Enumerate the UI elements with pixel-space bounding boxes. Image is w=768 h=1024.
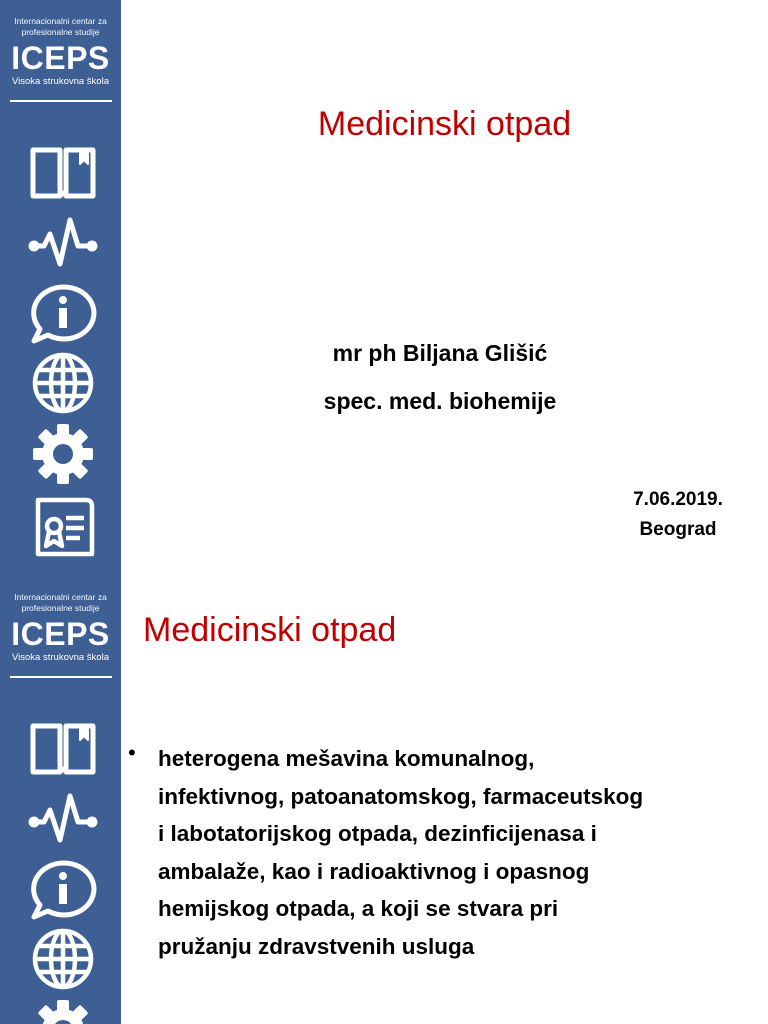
sidebar — [0, 576, 121, 1024]
bullet-line: pružanju zdravstvenih usluga — [158, 933, 475, 959]
author-title: spec. med. biohemije — [323, 388, 557, 414]
bullet-line: ambalaže, kao i radioaktivnog i opasnog — [158, 858, 590, 884]
info-chat-icon — [28, 859, 98, 921]
book-icon — [28, 140, 98, 202]
gear-icon — [28, 999, 98, 1024]
presentation-place: Beograd — [639, 519, 717, 540]
globe-icon — [28, 928, 98, 990]
gear-icon — [28, 423, 98, 485]
logo-subtitle: Visoka strukovna škola — [12, 652, 109, 663]
slide-1-title: Medicinski otpad — [317, 105, 572, 143]
bullet-line: i labotatorijskog otpada, dezinficijenasa i — [158, 821, 597, 846]
logo-line-1: Internacionalni centar za — [14, 16, 107, 26]
bullet-line: heterogena mešavina komunalnog, — [158, 746, 535, 771]
bullet-line: hemijskog otpada, a koji se stvara pri — [158, 896, 559, 921]
logo-line-1: Internacionalni centar za — [14, 592, 107, 602]
book-icon — [28, 716, 98, 778]
logo-subtitle: Visoka strukovna škola — [12, 76, 109, 87]
bullet-line: infektivnog, patoanatomskog, farmaceutskog — [158, 783, 644, 809]
slide-2 — [0, 576, 768, 1024]
certificate-icon — [28, 496, 98, 558]
presentation-date: 7.06.2019. — [633, 489, 723, 510]
logo-divider — [10, 100, 112, 102]
heartbeat-icon — [28, 788, 98, 850]
slide-2-title: Medicinski otpad — [143, 611, 397, 649]
logo-brand: ICEPS — [11, 616, 110, 652]
author-name: mr ph Biljana Glišić — [332, 340, 548, 366]
logo-brand: ICEPS — [11, 40, 110, 76]
info-chat-icon — [28, 283, 98, 345]
bullet-marker: • — [128, 740, 136, 765]
logo-divider — [10, 676, 112, 678]
globe-icon — [28, 352, 98, 414]
sidebar — [0, 0, 121, 576]
bullet-text — [158, 740, 738, 965]
logo-line-2: profesionalne studije — [21, 27, 100, 37]
heartbeat-icon — [28, 212, 98, 274]
logo-line-2: profesionalne studije — [21, 603, 100, 613]
